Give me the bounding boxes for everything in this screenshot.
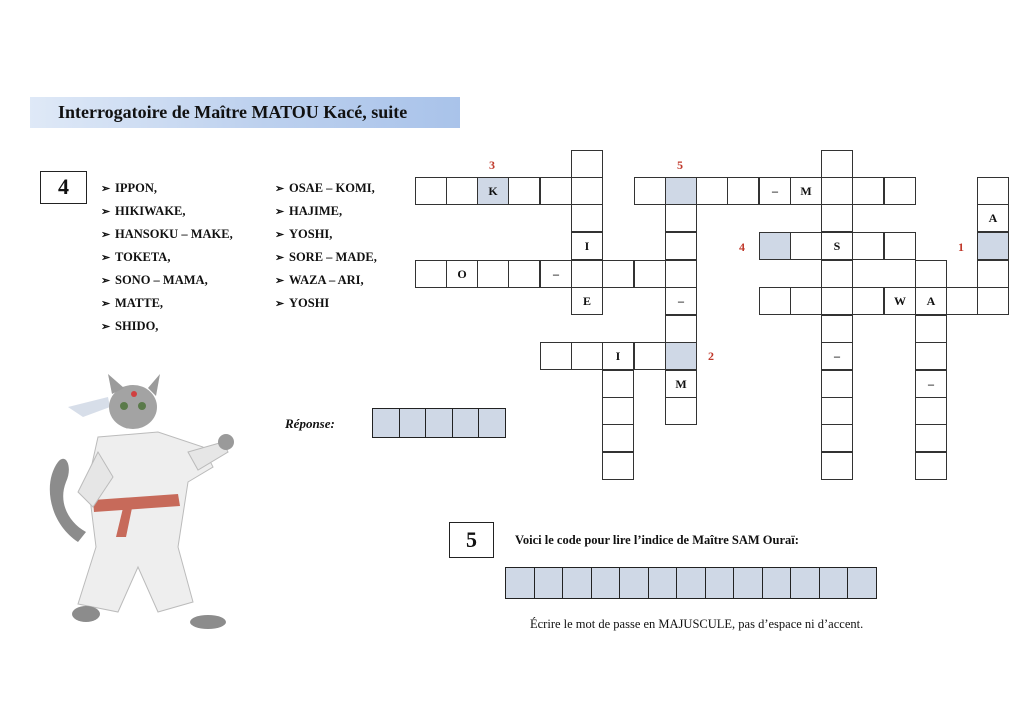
crossword-cell[interactable]: S — [821, 232, 853, 260]
crossword-cell[interactable]: I — [571, 232, 603, 260]
password-cell[interactable] — [762, 567, 792, 599]
arrow-icon: ➢ — [101, 298, 111, 310]
answer-label: Réponse: — [285, 416, 335, 431]
word-item: ➢ HAJIME, — [275, 204, 343, 218]
arrow-icon: ➢ — [275, 252, 285, 264]
word-item: ➢ SHIDO, — [101, 319, 159, 333]
crossword-cell[interactable] — [665, 315, 697, 343]
crossword-cell[interactable]: W — [884, 287, 916, 315]
crossword-cell[interactable] — [696, 177, 728, 205]
crossword-cell[interactable] — [977, 232, 1009, 260]
arrow-icon: ➢ — [101, 275, 111, 287]
word-item: ➢ WAZA – ARI, — [275, 273, 364, 287]
crossword-cell[interactable] — [508, 260, 540, 288]
crossword-cell[interactable] — [571, 150, 603, 178]
crossword-cell[interactable] — [915, 424, 947, 452]
crossword-cell[interactable] — [915, 342, 947, 370]
crossword-cell[interactable] — [602, 397, 634, 425]
section-number-4: 4 — [40, 171, 87, 204]
word-item: ➢ HIKIWAKE, — [101, 204, 186, 218]
crossword-cell[interactable]: I — [602, 342, 634, 370]
password-cells — [505, 567, 877, 599]
word-item: ➢ SORE – MADE, — [275, 250, 377, 264]
crossword-cell[interactable] — [602, 424, 634, 452]
crossword-cell[interactable]: A — [915, 287, 947, 315]
crossword-cell[interactable]: O — [446, 260, 478, 288]
arrow-icon: ➢ — [101, 252, 111, 264]
crossword-cell[interactable] — [759, 287, 791, 315]
crossword-cell[interactable] — [977, 260, 1009, 288]
crossword-cell[interactable] — [852, 232, 884, 260]
code-instruction: Voici le code pour lire l’indice de Maître SAM Ouraï: — [515, 533, 799, 547]
crossword-cell[interactable] — [415, 177, 447, 205]
password-cell[interactable] — [648, 567, 678, 599]
clue-number-4: 4 — [739, 240, 745, 254]
crossword-cell[interactable] — [446, 177, 478, 205]
arrow-icon: ➢ — [101, 206, 111, 218]
crossword-cell[interactable] — [915, 260, 947, 288]
crossword-cell[interactable] — [602, 452, 634, 480]
crossword-cell[interactable] — [571, 260, 603, 288]
crossword-cell[interactable] — [665, 260, 697, 288]
password-cell[interactable] — [562, 567, 592, 599]
crossword-cell[interactable] — [415, 260, 447, 288]
word-item: ➢ IPPON, — [101, 181, 158, 195]
word-item: ➢ MATTE, — [101, 296, 164, 310]
crossword-cell[interactable] — [852, 287, 884, 315]
password-cell[interactable] — [619, 567, 649, 599]
crossword-cell[interactable] — [821, 177, 853, 205]
crossword-cell[interactable] — [821, 370, 853, 398]
page-title: Interrogatoire de Maître MATOU Kacé, suite — [30, 97, 460, 128]
crossword-cell[interactable] — [477, 260, 509, 288]
crossword-cell[interactable] — [915, 397, 947, 425]
crossword-cell[interactable]: M — [790, 177, 822, 205]
crossword-cell[interactable] — [727, 177, 759, 205]
clue-number-3: 3 — [489, 158, 495, 172]
crossword-cell[interactable] — [508, 177, 540, 205]
crossword-cell[interactable] — [540, 342, 572, 370]
word-item: ➢ YOSHI, — [275, 227, 333, 241]
crossword-cell[interactable] — [977, 177, 1009, 205]
password-cell[interactable] — [819, 567, 849, 599]
crossword-cell[interactable]: – — [915, 370, 947, 398]
crossword-cell[interactable] — [665, 177, 697, 205]
crossword-cell[interactable] — [665, 232, 697, 260]
arrow-icon: ➢ — [101, 183, 111, 195]
crossword-cell[interactable] — [946, 287, 978, 315]
crossword-cell[interactable] — [977, 287, 1009, 315]
arrow-icon: ➢ — [275, 298, 285, 310]
crossword-cell[interactable]: E — [571, 287, 603, 315]
crossword-cell[interactable]: – — [821, 342, 853, 370]
clue-number-1: 1 — [958, 240, 964, 254]
crossword-cell[interactable] — [571, 177, 603, 205]
crossword-cell[interactable] — [915, 452, 947, 480]
password-cell[interactable] — [505, 567, 535, 599]
password-note: Écrire le mot de passe en MAJUSCULE, pas d’espace ni d’accent. — [530, 617, 864, 631]
crossword-cell[interactable] — [665, 204, 697, 232]
crossword-cell[interactable] — [915, 315, 947, 343]
clue-number-5: 5 — [677, 158, 683, 172]
password-cell[interactable] — [705, 567, 735, 599]
arrow-icon: ➢ — [275, 229, 285, 241]
crossword-cell[interactable] — [571, 204, 603, 232]
crossword-cell[interactable] — [852, 177, 884, 205]
crossword-cell[interactable]: K — [477, 177, 509, 205]
crossword-cell[interactable]: A — [977, 204, 1009, 232]
word-item: ➢ SONO – MAMA, — [101, 273, 208, 287]
clue-number-2: 2 — [708, 349, 714, 363]
crossword-cell[interactable]: M — [665, 370, 697, 398]
word-item: ➢ HANSOKU – MAKE, — [101, 227, 233, 241]
crossword-cell[interactable]: – — [759, 177, 791, 205]
arrow-icon: ➢ — [275, 206, 285, 218]
crossword-cell[interactable] — [821, 150, 853, 178]
crossword-cell[interactable] — [821, 260, 853, 288]
crossword-cell[interactable] — [821, 204, 853, 232]
password-cell[interactable] — [847, 567, 877, 599]
crossword-cell[interactable] — [634, 342, 666, 370]
crossword-cell[interactable] — [790, 287, 822, 315]
word-item: ➢ OSAE – KOMI, — [275, 181, 375, 195]
crossword-cell[interactable] — [571, 342, 603, 370]
crossword-cell[interactable] — [665, 342, 697, 370]
crossword-cell[interactable] — [821, 315, 853, 343]
password-cell[interactable] — [676, 567, 706, 599]
crossword-cell[interactable]: – — [540, 260, 572, 288]
arrow-icon: ➢ — [101, 321, 111, 333]
password-cell[interactable] — [790, 567, 820, 599]
crossword-cell[interactable] — [602, 260, 634, 288]
password-cell[interactable] — [534, 567, 564, 599]
crossword-cell[interactable] — [821, 424, 853, 452]
word-item: ➢ TOKETA, — [101, 250, 171, 264]
crossword-cell[interactable] — [884, 177, 916, 205]
password-cell[interactable] — [591, 567, 621, 599]
crossword-cell[interactable] — [602, 370, 634, 398]
crossword-cell[interactable] — [884, 232, 916, 260]
crossword-cell[interactable] — [540, 177, 572, 205]
word-item: ➢ YOSHI — [275, 296, 330, 310]
arrow-icon: ➢ — [275, 275, 285, 287]
crossword-cell[interactable] — [821, 287, 853, 315]
section-number-5: 5 — [449, 522, 494, 558]
crossword-cell[interactable] — [634, 177, 666, 205]
crossword-cell[interactable] — [759, 232, 791, 260]
crossword-cell[interactable]: – — [665, 287, 697, 315]
crossword-cell[interactable] — [634, 260, 666, 288]
crossword-cell[interactable] — [790, 232, 822, 260]
arrow-icon: ➢ — [101, 229, 111, 241]
crossword-cell[interactable] — [665, 397, 697, 425]
arrow-icon: ➢ — [275, 183, 285, 195]
crossword-cell[interactable] — [821, 397, 853, 425]
crossword-cell[interactable] — [821, 452, 853, 480]
password-cell[interactable] — [733, 567, 763, 599]
